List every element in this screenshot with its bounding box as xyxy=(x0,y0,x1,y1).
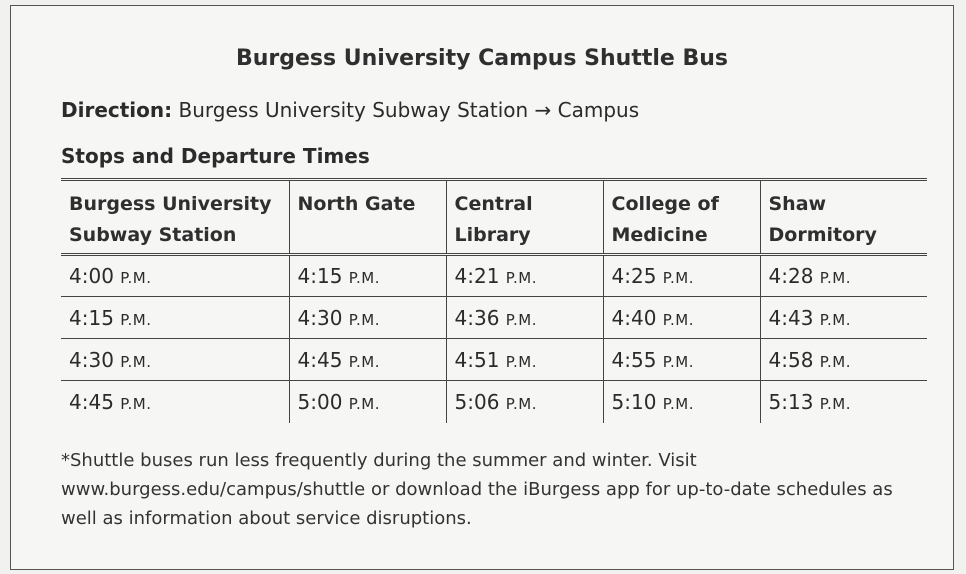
table-row xyxy=(61,255,927,297)
page-title: Burgess University Campus Shuttle Bus xyxy=(235,46,729,71)
time-value: 4:43 xyxy=(768,305,814,330)
table-row xyxy=(61,339,927,381)
departure-time-cell xyxy=(61,381,289,423)
time-value: 4:21 xyxy=(454,264,500,288)
departure-time-cell xyxy=(61,339,289,381)
departure-time-cell xyxy=(61,255,289,297)
time-value: 5:00 xyxy=(297,389,343,414)
time-value: 4:58 xyxy=(768,347,814,372)
time-period: P.M. xyxy=(662,394,694,413)
departure-time-cell xyxy=(603,339,760,381)
time-value: 5:06 xyxy=(454,389,500,414)
footnote: *Shuttle buses run less frequently during the summer and winter. Visit www.burgess.edu/campus/shuttle or download the iBurgess app for up-to-date schedules as well as information about service disruptions. xyxy=(61,450,893,529)
time-period: P.M. xyxy=(819,394,851,413)
table-header-row xyxy=(61,180,927,255)
time-period: P.M. xyxy=(348,310,380,329)
stops-heading: Stops and Departure Times xyxy=(61,144,370,168)
time-period: P.M. xyxy=(348,394,380,413)
departure-time-cell xyxy=(760,297,927,339)
time-value: 4:45 xyxy=(69,389,114,414)
time-period: P.M. xyxy=(505,394,537,413)
time-period: P.M. xyxy=(348,352,380,371)
time-value: 4:51 xyxy=(454,347,500,372)
column-header: Burgess University Subway Station xyxy=(61,180,289,255)
time-period: P.M. xyxy=(662,310,694,329)
departure-time-cell xyxy=(289,339,446,381)
time-value: 4:25 xyxy=(611,264,657,288)
time-period: P.M. xyxy=(120,394,152,413)
departure-time-cell xyxy=(289,255,446,297)
departure-time-cell xyxy=(446,255,603,297)
time-period: P.M. xyxy=(819,269,851,287)
time-value: 4:55 xyxy=(611,347,657,372)
departure-time-cell xyxy=(61,297,289,339)
time-value: 4:45 xyxy=(297,347,343,372)
column-header: College of Medicine xyxy=(603,180,760,255)
time-period: P.M. xyxy=(505,352,537,371)
column-header: Central Library xyxy=(446,180,603,255)
departure-table xyxy=(61,178,927,423)
departure-time-cell xyxy=(446,381,603,423)
time-value: 5:13 xyxy=(768,389,814,414)
time-value: 4:15 xyxy=(69,305,114,330)
time-value: 4:36 xyxy=(454,305,500,330)
time-value: 4:30 xyxy=(69,347,114,372)
time-value: 4:28 xyxy=(768,264,814,288)
time-period: P.M. xyxy=(120,352,152,371)
column-header: Shaw Dormitory xyxy=(760,180,927,255)
direction-line xyxy=(61,98,639,122)
time-period: P.M. xyxy=(662,269,694,287)
time-period: P.M. xyxy=(348,269,380,287)
departure-time-cell xyxy=(289,297,446,339)
time-value: 4:30 xyxy=(297,305,343,330)
departure-time-cell xyxy=(603,297,760,339)
time-period: P.M. xyxy=(120,269,152,287)
time-value: 5:10 xyxy=(611,389,657,414)
time-period: P.M. xyxy=(505,269,537,287)
time-value: 4:15 xyxy=(297,264,343,288)
table-row xyxy=(61,297,927,339)
column-header: North Gate xyxy=(289,180,446,255)
time-period: P.M. xyxy=(819,352,851,371)
time-period: P.M. xyxy=(662,352,694,371)
table-row xyxy=(61,381,927,423)
departure-time-cell xyxy=(446,339,603,381)
time-period: P.M. xyxy=(505,310,537,329)
table-body xyxy=(61,255,927,423)
direction-label: Direction: xyxy=(61,98,173,122)
time-value: 4:00 xyxy=(69,264,114,288)
departure-time-cell xyxy=(760,255,927,297)
time-period: P.M. xyxy=(819,310,851,329)
notice-frame xyxy=(10,5,954,570)
departure-time-cell xyxy=(603,381,760,423)
departure-time-cell xyxy=(603,255,760,297)
time-period: P.M. xyxy=(120,310,152,329)
departure-time-cell xyxy=(760,381,927,423)
departure-time-cell xyxy=(289,381,446,423)
time-value: 4:40 xyxy=(611,305,657,330)
departure-time-cell xyxy=(446,297,603,339)
direction-route: Burgess University Subway Station → Campus xyxy=(178,98,640,122)
departure-time-cell xyxy=(760,339,927,381)
